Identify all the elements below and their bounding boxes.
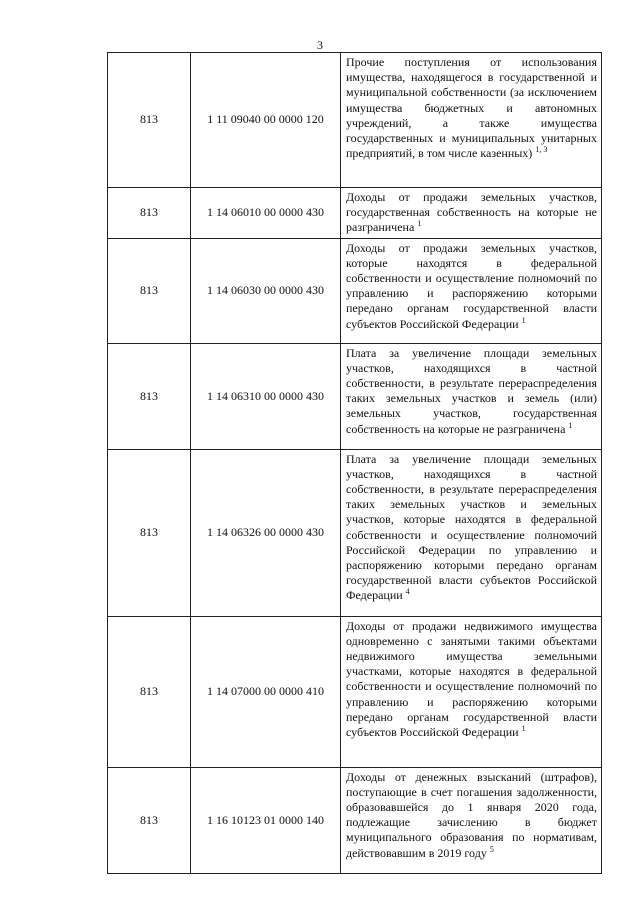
admin-code-cell: 813	[108, 616, 191, 767]
kbk-code-cell: 1 14 06310 00 0000 430	[191, 343, 341, 449]
revenue-name-text: Плата за увеличение площади земельных участков, находящихся в частной собственности, в результате перераспределения таких земельных участков и земель (или) земельных участков, государственная собственность на которые не разграничена	[346, 345, 597, 436]
table-row	[108, 53, 602, 188]
admin-code-cell: 813	[108, 449, 191, 616]
revenue-name-text: Доходы от продажи земельных участков, государственная собственность на которые не разграничена	[346, 190, 597, 235]
revenue-name-text: Плата за увеличение площади земельных участков, находящихся в частной собственности, в результате перераспределения таких земельных участков и земельных участков, которые находятся в федеральной собственности и осуществление полномочий Российской Федерации по управлению и распоряжению которыми передано органам государственной власти субъектов Российской Федерации	[346, 451, 597, 603]
kbk-code-cell: 1 14 07000 00 0000 410	[191, 616, 341, 767]
revenue-name-cell	[341, 53, 602, 188]
kbk-code-cell: 1 14 06030 00 0000 430	[191, 238, 341, 343]
revenue-name-text: Доходы от денежных взысканий (штрафов), поступающие в счет погашения задолженности, образовавшейся до 1 января 2020 года, подлежащие зачислению в бюджет муниципального образования по нормативам, действовавшим в 2019 году	[346, 769, 597, 860]
table-row	[108, 188, 602, 239]
revenue-name-text: Доходы от продажи недвижимого имущества одновременно с занятыми такими объектами недвижимого имущества земельными участками, которые находятся в федеральной собственности и осуществление полномочий по управлению и распоряжению которыми передано органам государственной власти субъектов Российской Федерации	[346, 618, 597, 740]
revenue-name-cell	[341, 188, 602, 239]
revenue-codes-table	[107, 52, 602, 874]
revenue-name-cell	[341, 449, 602, 616]
footnote-marker: 1, 3	[535, 145, 548, 155]
footnote-marker: 1	[521, 315, 526, 325]
admin-code-cell: 813	[108, 767, 191, 873]
admin-code-cell: 813	[108, 238, 191, 343]
footnote-marker: 5	[489, 844, 494, 854]
table-row	[108, 767, 602, 873]
table-row	[108, 616, 602, 767]
footnote-marker: 4	[405, 587, 410, 597]
revenue-name-text: Прочие поступления от использования имущества, находящегося в государственной и муниципальной собственности (за исключением имущества бюджетных и автономных учреждений, а также имущества государственных и муниципальных унитарных предприятий, в том числе казенных)	[346, 55, 597, 161]
footnote-marker: 1	[568, 420, 573, 430]
admin-code-cell: 813	[108, 188, 191, 239]
kbk-code-cell: 1 11 09040 00 0000 120	[191, 53, 341, 188]
kbk-code-cell: 1 14 06010 00 0000 430	[191, 188, 341, 239]
revenue-name-text: Доходы от продажи земельных участков, которые находятся в федеральной собственности и осуществление полномочий по управлению и распоряжению которыми передано органам государственной власти субъектов Российской Федерации	[346, 240, 597, 331]
footnote-marker: 1	[417, 219, 422, 229]
revenue-name-cell	[341, 767, 602, 873]
footnote-marker: 1	[521, 724, 526, 734]
table-row	[108, 343, 602, 449]
revenue-name-cell	[341, 238, 602, 343]
table-row	[108, 449, 602, 616]
page-number: 3	[317, 38, 323, 52]
kbk-code-cell: 1 16 10123 01 0000 140	[191, 767, 341, 873]
admin-code-cell: 813	[108, 53, 191, 188]
revenue-name-cell	[341, 343, 602, 449]
table-row	[108, 238, 602, 343]
kbk-code-cell: 1 14 06326 00 0000 430	[191, 449, 341, 616]
revenue-name-cell	[341, 616, 602, 767]
admin-code-cell: 813	[108, 343, 191, 449]
